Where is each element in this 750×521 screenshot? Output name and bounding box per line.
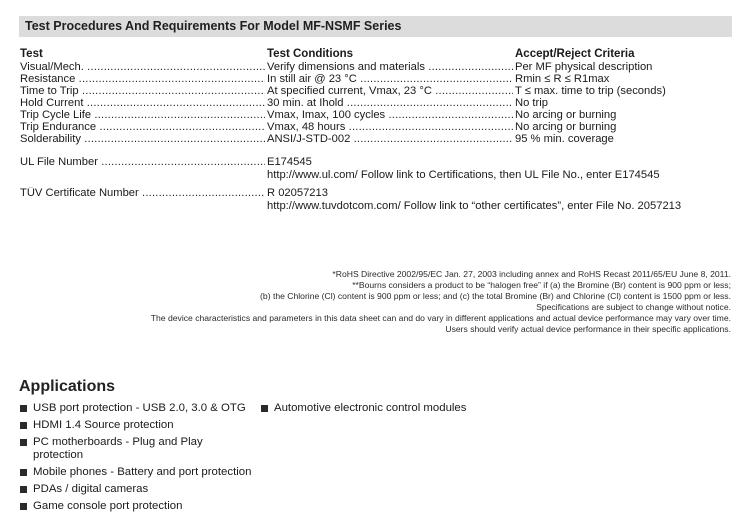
table-row [20,73,732,85]
ul-file-number: E174545 [267,156,312,168]
list-item [261,402,561,415]
header-test-conditions: Test Conditions [267,48,354,60]
accept-reject-criteria: No arcing or burning [515,109,617,121]
table-row [20,85,732,97]
header-accept-reject: Accept/Reject Criteria [515,48,635,60]
square-bullet-icon [20,405,27,412]
test-conditions: Verify dimensions and materials [267,61,425,73]
test-name: Hold Current [20,97,84,109]
test-name: Trip Cycle Life [20,109,92,121]
tuv-link-row [20,200,732,213]
accept-reject-criteria: Rmin ≤ R ≤ R1max [515,73,610,85]
section-banner [19,16,732,37]
test-name: Solderability [20,133,81,145]
test-conditions-cell [267,109,513,121]
test-name: Time to Trip [20,85,79,97]
test-name-cell [20,133,265,145]
test-conditions-cell [267,121,513,133]
accept-reject-criteria-cell [515,73,735,85]
test-name-cell [20,109,265,121]
accept-reject-criteria-cell [515,133,735,145]
footnote-line: The device characteristics and parameters in this data sheet can and do vary in different applications and actual device performance may vary over time. [150,313,731,323]
accept-reject-criteria: No trip [515,97,548,109]
test-name: Trip Endurance [20,121,97,133]
footnote-line: *RoHS Directive 2002/95/EC Jan. 27, 2003 including annex and RoHS Recast 2011/65/EU June 8, 2011. [332,269,731,279]
square-bullet-icon [20,486,27,493]
banner-title: Test Procedures And Requirements For Model MF-NSMF Series [25,19,402,33]
table-header-row [20,48,732,61]
tuv-cert-label-text: TÜV Certificate Number [20,187,139,199]
square-bullet-icon [20,422,27,429]
ul-file-label-text: UL File Number [20,156,98,168]
accept-reject-criteria-cell [515,121,735,133]
test-name: Visual/Mech. [20,61,84,73]
square-bullet-icon [20,503,27,510]
list-item [20,466,260,479]
table-row [20,61,732,73]
test-conditions-cell [267,85,513,97]
tuv-cert-row [20,187,732,200]
test-conditions-cell [267,73,513,85]
list-item-text: Automotive electronic control modules [274,402,467,414]
accept-reject-criteria-cell [515,85,735,97]
applications-list-left [20,402,260,517]
tuv-cert-number: R 02057213 [267,187,328,199]
footnote-line: (b) the Chlorine (Cl) content is 900 ppm or less; and (c) the total Bromine (Br) and Chlorine (Cl) content is 1500 ppm or less. [260,291,731,301]
list-item [20,500,260,513]
list-item-text: HDMI 1.4 Source protection [33,419,174,431]
accept-reject-criteria: No arcing or burning [515,121,617,133]
tuv-link-text[interactable]: http://www.tuvdotcom.com/ Follow link to “other certificates”, enter File No. 2057213 [267,199,682,212]
accept-reject-criteria: Per MF physical description [515,61,653,73]
table-row [20,97,732,109]
test-conditions: Vmax, Imax, 100 cycles [267,109,386,121]
test-procedures-table [20,48,732,145]
list-item-text: Game console port protection [33,500,183,512]
test-conditions-cell [267,61,513,73]
test-conditions: In still air @ 23 °C [267,73,357,85]
list-item [20,483,260,496]
footnote-line: Users should verify actual device performance in their specific applications. [445,324,731,334]
ul-link-row [20,169,732,182]
test-conditions-cell [267,133,513,145]
applications-list-right [261,402,561,419]
test-conditions: ANSI/J-STD-002 [267,133,351,145]
test-name-cell [20,61,265,73]
square-bullet-icon [20,469,27,476]
table-row [20,109,732,121]
test-conditions: 30 min. at Ihold [267,97,344,109]
table-row [20,121,732,133]
list-item [20,419,260,432]
header-test: Test [20,48,43,60]
accept-reject-criteria: 95 % min. coverage [515,133,614,145]
test-conditions: Vmax, 48 hours [267,121,346,133]
tuv-cert-label [20,187,265,200]
accept-reject-criteria-cell [515,109,735,121]
test-conditions-cell [267,97,513,109]
list-item [20,436,203,462]
ul-link-text[interactable]: http://www.ul.com/ Follow link to Certifications, then UL File No., enter E174545 [267,168,660,181]
footnote-line: Specifications are subject to change without notice. [536,302,731,312]
list-item-text: PDAs / digital cameras [33,483,149,495]
ul-file-row [20,156,732,169]
table-row [20,133,732,145]
list-item-text: PC motherboards - Plug and Play protection [33,436,203,461]
list-item [20,402,260,415]
square-bullet-icon [20,439,27,446]
test-name-cell [20,121,265,133]
test-name: Resistance [20,73,76,85]
applications-heading: Applications [19,378,116,395]
test-name-cell [20,73,265,85]
accept-reject-criteria-cell [515,61,735,73]
accept-reject-criteria-cell [515,97,735,109]
test-conditions: At specified current, Vmax, 23 °C [267,85,432,97]
accept-reject-criteria: T ≤ max. time to trip (seconds) [515,85,666,97]
certifications-block [20,156,732,212]
test-name-cell [20,97,265,109]
ul-file-label [20,156,265,169]
square-bullet-icon [261,405,268,412]
footnote-line: **Bourns considers a product to be “halogen free” if (a) the Bromine (Br) content is 900 ppm or less; [352,280,731,290]
footnotes [91,269,731,335]
list-item-text: Mobile phones - Battery and port protection [33,466,252,478]
test-name-cell [20,85,265,97]
list-item-text: USB port protection - USB 2.0, 3.0 & OTG [33,402,246,414]
